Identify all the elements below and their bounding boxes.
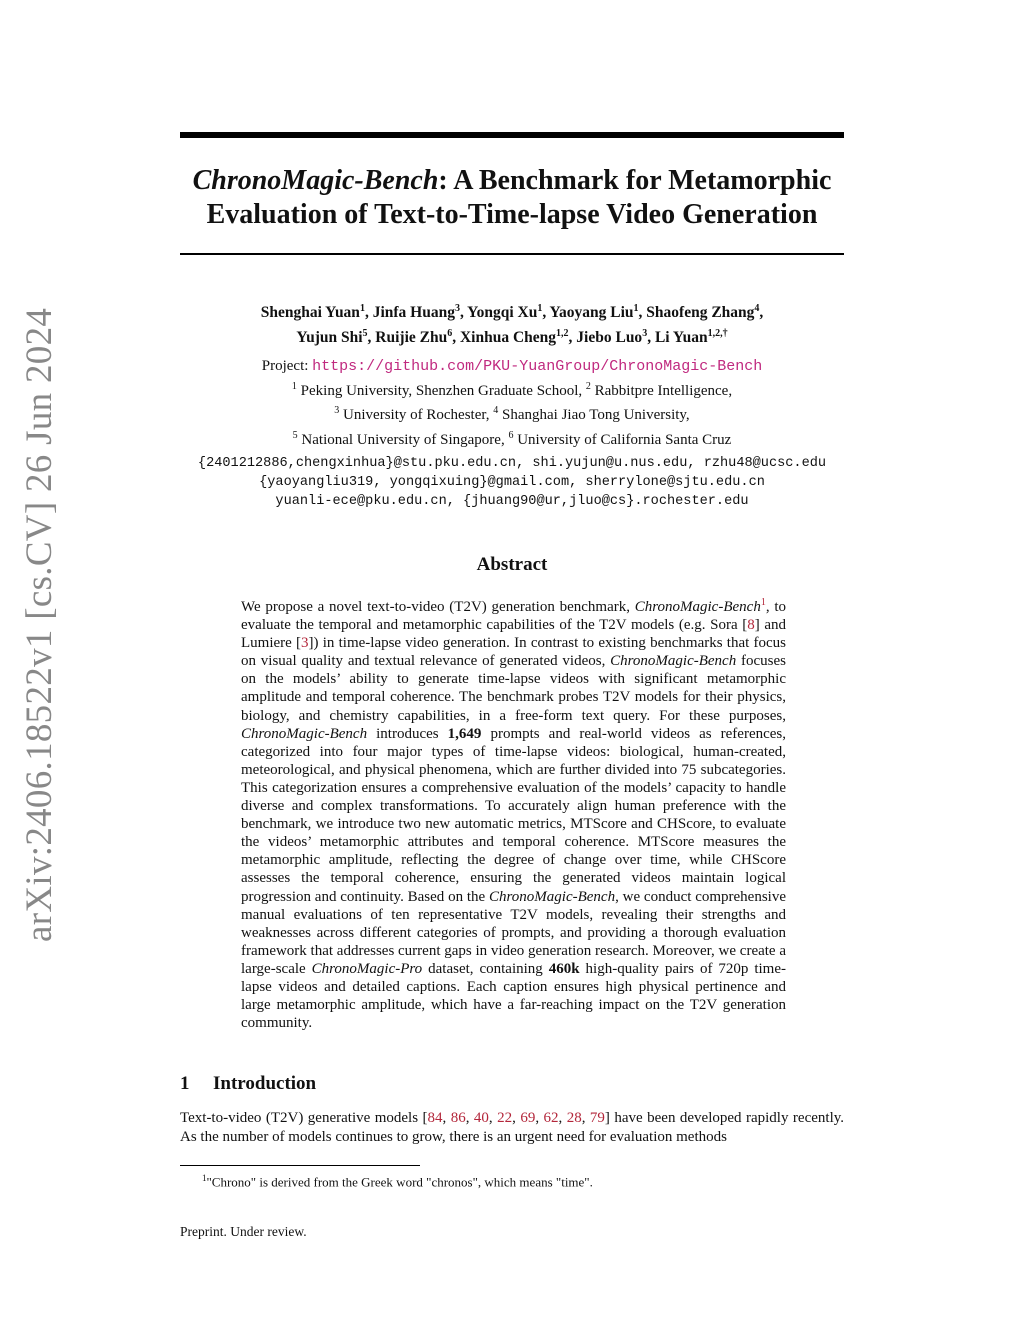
author: Li Yuan$^{1,2,\dagger}$ bbox=[654, 328, 728, 347]
citation-link[interactable]: 40 bbox=[473, 1110, 489, 1126]
affiliation: University of California Santa Cruz bbox=[517, 431, 732, 448]
citation-link[interactable]: 86 bbox=[450, 1110, 466, 1126]
author: Shenghai Yuan$^1$ bbox=[260, 303, 365, 322]
footnote bbox=[202, 1170, 593, 1190]
section-title: Introduction bbox=[213, 1073, 317, 1094]
section-heading-introduction bbox=[180, 1073, 316, 1095]
author: Shaofeng Zhang$^4$ bbox=[646, 303, 760, 322]
email-line: {2401212886,chengxinhua}@stu.pku.edu.cn, shi.yujun@u.nus.edu, rzhu48@ucsc.edu bbox=[197, 456, 827, 471]
email-line: {yaoyangliu319, yongqixuing}@gmail.com, sherrylone@sjtu.edu.cn bbox=[259, 475, 765, 490]
citation-link[interactable]: 84 bbox=[427, 1110, 443, 1126]
author: Yaoyang Liu$^1$ bbox=[549, 303, 639, 322]
author-list: Shenghai Yuan$^1$, Jinfa Huang$^3$, Yongqi Xu$^1$, Yaoyang Liu$^1$, Shaofeng Zhang$^4$, Yujun Shi$^5$, Ruijie Zhu$^6$, Xinhua Cheng$^{1,2}$, Jiebo Luo$^3$, Li Yuan$^{1,2,\dagger}$ bbox=[260, 303, 764, 347]
citation-link[interactable]: 28 bbox=[566, 1110, 582, 1126]
citation-link[interactable]: 62 bbox=[543, 1110, 559, 1126]
author: Xinhua Cheng$^{1,2}$ bbox=[459, 328, 569, 347]
author: Yongqi Xu$^1$ bbox=[467, 303, 543, 322]
affiliation: National University of Singapore, bbox=[301, 431, 505, 448]
title-top-rule bbox=[180, 132, 844, 138]
affiliations: Project: https://github.com/PKU-YuanGroup/ChronoMagic-Bench $^1$ Peking University, Shenzhen Graduate School, $^2$ Rabbitpre Intelligence, $^3$ University of Rochester, $^4$ Shanghai Jiao Tong University, $^5$ National University of Singapore, $^6$ University of California Santa Cruz bbox=[261, 358, 763, 448]
affiliation: Shanghai Jiao Tong University, bbox=[502, 407, 690, 423]
introduction-body: Text-to-video (T2V) generative models [84, 86, 40, 22, 69, 62, 28, 79] have been developed rapidly recently. As the number of models continues to grow, there is an urgent need for evaluation methods bbox=[180, 1110, 845, 1145]
citation-link[interactable]: 79 bbox=[589, 1110, 605, 1126]
abstract-body: We propose a novel text-to-video (T2V) generation benchmark, ChronoMagic-Bench$^1$, to evaluate the temporal and metamorphic capabilities of the T2V models (e.g. Sora [8] and Lumiere [3]) in time-lapse video generation. In contrast to existing benchmarks that focus on visual quality and textual relevance of generated videos, ChronoMagic-Bench focuses on the models’ ability to generate time-lapse videos with significant metamorphic amplitude and temporal coherence. The benchmark probes T2V models for their physics, biology, and chemistry capabilities, in a free-form text query. For these purposes, ChronoMagic-Bench introduces 1,649 prompts and real-world videos as references, categorized into four major types of time-lapse videos: biological, human-created, meteorological, and physical phenomena, which are further divided into 75 subcategories. This categorization ensures a comprehensive evaluation of the models’ capacity to handle diverse and complex transformations. To accurately align human preference with the benchmark, we introduce two new automatic metrics, MTScore and CHScore, to evaluate the videos’ metamorphic attributes and temporal coherence. MTScore measures the metamorphic amplitude, reflecting the degree of change over time, while CHScore assesses the temporal coherence, ensuring the generated videos maintain logical progression and continuity. Based on the ChronoMagic-Bench, we conduct comprehensive manual evaluations of ten representative T2V models, revealing their strengths and weaknesses across different categories of prompts, and providing a thorough evaluation framework that addresses current gaps in video generation research. Moreover, we create a large-scale ChronoMagic-Pro dataset, containing 460k high-quality pairs of 720p time-lapse videos and detailed captions. Each caption ensures high physical pertinence and large metamorphic amplitude, which have a far-reaching impact on the T2V generation community. bbox=[241, 597, 787, 1032]
author: Jinfa Huang$^3$ bbox=[372, 303, 460, 322]
citation-link[interactable]: 22 bbox=[497, 1110, 513, 1126]
arxiv-identifier: arXiv:2406.18522v1 [cs.CV] 26 Jun 2024 bbox=[19, 307, 60, 942]
title-line2: Evaluation of Text-to-Time-lapse Video Generation bbox=[206, 199, 818, 230]
author: Ruijie Zhu$^6$ bbox=[375, 328, 453, 347]
affiliation: Rabbitpre Intelligence, bbox=[594, 382, 733, 399]
preprint-notice: Preprint. Under review. bbox=[180, 1224, 307, 1239]
footnote-link[interactable]: 1 bbox=[760, 597, 766, 608]
citation-list: 84, 86, 40, 22, 69, 62, 28, 79 bbox=[427, 1110, 605, 1126]
section-number: 1 bbox=[180, 1073, 190, 1094]
citation-link[interactable]: 3 bbox=[301, 635, 309, 652]
footnote-rule bbox=[180, 1165, 420, 1166]
paper-title bbox=[180, 164, 844, 232]
citation-link[interactable]: 69 bbox=[520, 1110, 536, 1126]
affiliation: Peking University, Shenzhen Graduate School, bbox=[300, 382, 583, 399]
email-list bbox=[150, 454, 874, 511]
affiliation: University of Rochester, bbox=[343, 407, 490, 423]
author: Yujun Shi$^5$ bbox=[296, 328, 368, 347]
author: Jiebo Luo$^3$ bbox=[576, 328, 648, 347]
abstract-heading: Abstract bbox=[476, 554, 548, 575]
title-bottom-rule bbox=[180, 253, 844, 255]
footnote-text: "Chrono" is derived from the Greek word "chronos", which means "time". bbox=[206, 1174, 593, 1190]
footnote-mark: 1 bbox=[202, 1173, 207, 1183]
project-label: Project: bbox=[261, 358, 309, 374]
email-line: yuanli-ece@pku.edu.cn, {jhuang90@ur,jluo@cs}.rochester.edu bbox=[275, 494, 749, 509]
title-line1: : A Benchmark for Metamorphic bbox=[438, 165, 832, 196]
title-italic: ChronoMagic-Bench bbox=[192, 165, 439, 196]
citation-link[interactable]: 8 bbox=[747, 617, 755, 634]
project-link[interactable]: https://github.com/PKU-YuanGroup/ChronoMagic-Bench bbox=[312, 358, 763, 375]
